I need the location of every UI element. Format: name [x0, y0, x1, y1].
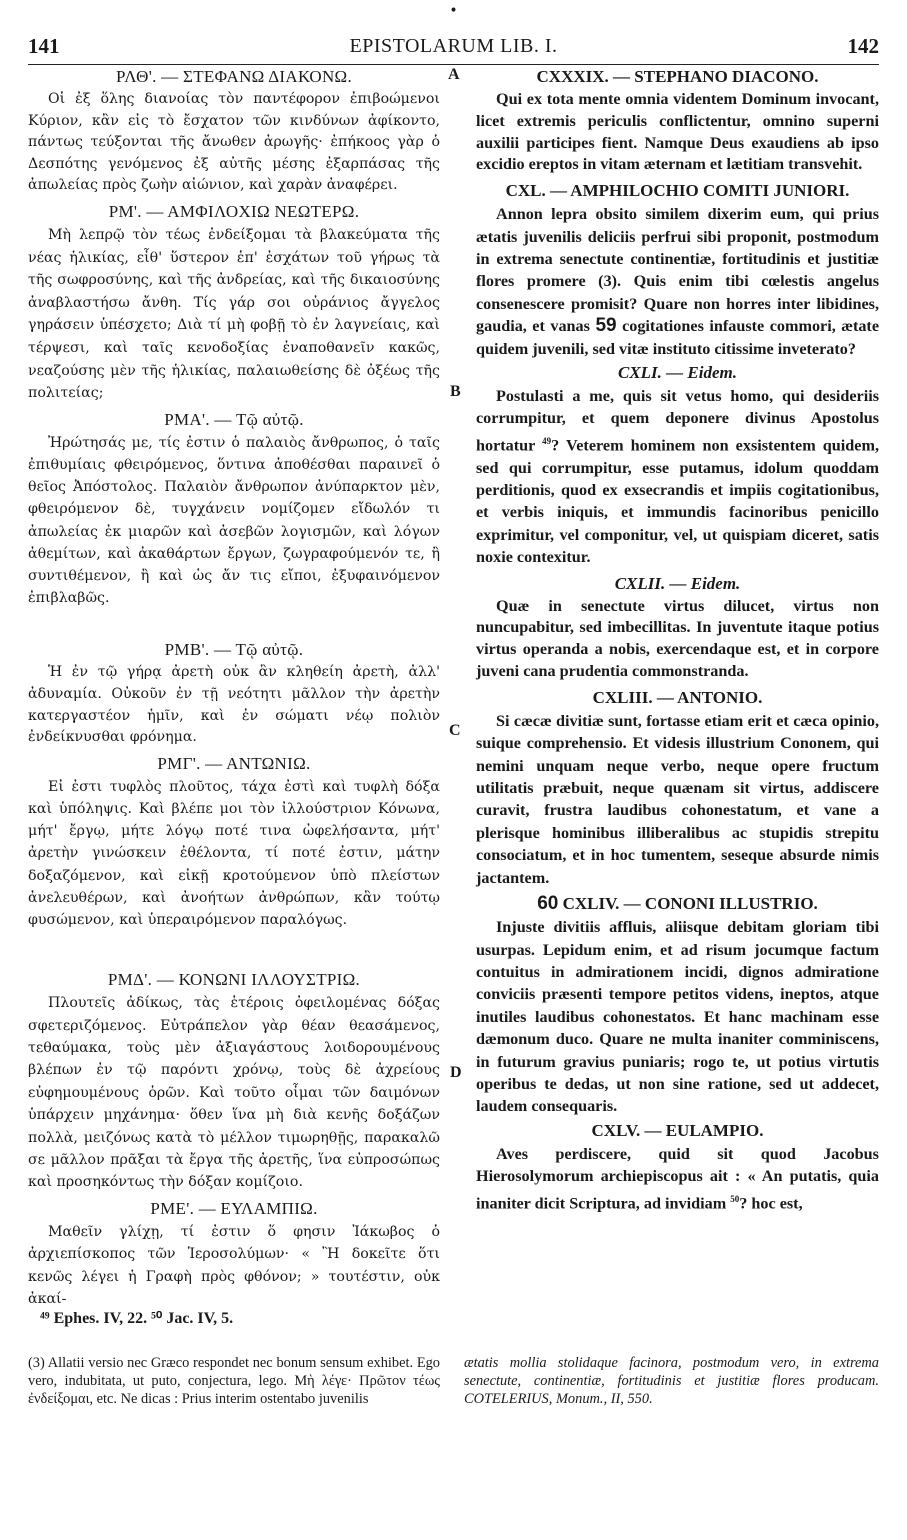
- greek-letter-heading: ΡΛΘ'. — ΣΤΕΦΑΝΩ ΔΙΑΚΟΝΩ.: [115, 67, 353, 86]
- footnote-references: ⁴⁹ Ephes. IV, 22. ⁵⁰ Jac. IV, 5.: [40, 1310, 234, 1327]
- latin-text-part: ? Veterem hominem non exsistentem quidem, sed qui corrumpitur, esse putamus, idolum quoddam perditionis, quod ex exsecrandis et impiis cogitationibus, et verbis iniquis, et immundis facinoribus penicillo exprimitur, vel componitur, vel, ut quispiam diceret, satis noxie contexitur.: [476, 436, 879, 567]
- greek-letter-text: Μὴ λεπρῷ τὸν τέως ἐνδείξομαι τὰ βλακεύματα τῆς νέας ἡλικίας, εἶθ' ὕστερον ἐπ' ἐσχάτων τοῦ γήρως τὰ τῆς σωφροσύνης, καὶ τῆς ἀνδρείας, καὶ τῆς δικαιοσύνης ἀναβλαστήσω ἄνθη. Τίς γάρ σοι οὐράνιος ἄγγελος γηράσειν ὑπέσχετο; Διὰ τί μὴ φοβῇ τὸ ἐν λαγνείαις, καὶ τέρψεσι, καὶ ταῖς κενοδοξίας ἐναποθανεῖν κακῶς, νεαζούσης μὲν τῆς ἡλικίας, παλαιωθείσης δὲ ὀξέως τῆς πολιτείας;: [28, 226, 440, 402]
- latin-text-part: Annon lepra obsito similem dixerim eum, qui prius ætatis juvenilis deliciis perfrui sibi proponit, postmodum in extrema senectute continentiæ, fortitudinis et justitiæ flores promere (3). Quis enim tibi cœlestis angelus consenescere promisit? Quare non horres inter libidines, gaudia, et vanas: [476, 205, 879, 336]
- latin-letter-text: Injuste divitiis affluis, aliisque debitam gloriam tibi usurpas. Lepidum enim, et ad risum jocumque factum contuitus in admirationem incidi, dignos admiratione conviciis præsenti tempore petitos videns, ineptos, atque inutiles laudibus cohonestatos. Et hanc machinam esse dæmonum duco. Quare ne multa inaniter comminiscens, in futurum gravius puniaris; rogo te, ut potius virtutis operibus te dedas, ut non sine ratione, sed ut addecet, laudem consequaris.: [476, 918, 879, 1116]
- latin-letter-heading: CXL. — AMPHILOCHIO COMITI JUNIORI.: [505, 181, 850, 201]
- latin-letter-heading: CXLV. — EULAMPIO.: [591, 1120, 764, 1140]
- column-number: 59: [595, 315, 617, 337]
- greek-letter-text: Ἡ ἐν τῷ γήρᾳ ἀρετὴ οὐκ ἂν κληθείη ἀρετὴ, ἀλλ' ἀδυναμία. Οὐκοῦν ἐν τῇ νεότητι μᾶλλον τὴν ἀρετὴν κατεργαστέον ἡμῖν, καὶ ἐν σώματι νέῳ πολιὸν ἐνδείκνυσθαι φρόνημα.: [28, 664, 440, 746]
- column-marker-b: B: [450, 383, 461, 400]
- latin-letter-heading: CXLII. — Eidem.: [614, 573, 741, 593]
- latin-letter-text: Qui ex tota mente omnia videntem Dominum invocant, licet extremis periculis conflictentur, omnino superni auxilii participes fient. Namque Deus exaudiens ab ipso excidio ereptos in vitam æternam et lætitiam transvehit.: [476, 90, 879, 174]
- latin-letter-heading: [476, 891, 879, 916]
- greek-letter-text: Πλουτεῖς ἀδίκως, τὰς ἑτέροις ὀφειλομένας δόξας σφετεριζόμενος. Εὐτράπελον γὰρ θέαν θεασάμενος, τεθαύμακα, τοὺς μὲν ἀξιαγάστους λοιδορουμένους βλέπων ἐν τῷ παρόντι χρόνῳ, τοὺς δὲ ἀχρείους εὐφημουμένους ὁρῶν. Καὶ τοῦτο οἶμαι τῶν δαιμόνων ὑπάρχειν μηχάνημα· ὅθεν ἵνα μὴ διὰ κενῆς δοξάζων πολλὰ, μειζόνως κατὰ τὸ μέλλον τιμωρηθῇς, παρακαλῶ σε μᾶλλον πρᾶξαι τὰ ἔργα τῆς ἀρετῆς, ἵνα εὐπροσώπως καὶ προσηκόντως τὴν δόξαν κομίζοιο.: [28, 995, 440, 1191]
- greek-letter-text: Μαθεῖν γλίχῃ, τί ἐστιν ὅ φησιν Ἰάκωβος ὁ ἀρχιεπίσκοπος τῶν Ἱεροσολύμων· « Ἢ δοκεῖτε ὅτι κενῶς λέγει ἡ Γραφὴ πρὸς φθόνον; » τουτέστιν, οὐκ ἀκαί-: [28, 1223, 440, 1308]
- footnote-ref: 49: [542, 435, 552, 446]
- column-marker-c: C: [449, 722, 461, 739]
- latin-letter-heading: CXLI. — Eidem.: [617, 363, 737, 383]
- latin-letter-text: Quæ in senectute virtus dilucet, virtus non nuncupabitur, sed imbecillitas. In juventute itaque potius virtus operanda a nobis, exercendaque est, et in corpore juveni cana prudentia commonstranda.: [476, 596, 879, 681]
- latin-letter-text: Si cæcæ divitiæ sunt, fortasse etiam erit et cæca opinio, suique comprehensio. Et videsis illustrium Cononem, qui nemini unquam neque verbo, neque opere fructum utilitatis præbuit, neque quænam sit virtus, addiscere curavit, frustra laudibus cohonestatum, et vane a plerisque hominibus illiberalibus ac stupidis strepitu consociatum, et in hoc tumentem, seseque absurde nimis jactantem.: [476, 711, 879, 887]
- latin-letter-text: [476, 203, 879, 360]
- greek-letter-heading: ΡΜΔ'. — ΚΟΝΩΝΙ ΙΛΛΟΥΣΤΡΙΩ.: [107, 970, 361, 990]
- page-number-right: 142: [847, 34, 879, 58]
- page-number-left: 141: [28, 34, 60, 58]
- editorial-note-right: ætatis mollia stolidaque facinora, postmodum vero, in extrema senectute, continentiæ, fortitudinis et justitiæ flores producam. COTELERIUS, Monum., II, 550.: [464, 1355, 879, 1407]
- greek-column: [28, 64, 440, 1310]
- column-marker-a: A: [448, 66, 460, 83]
- latin-letter-heading: CXLIII. — ANTONIO.: [592, 687, 763, 707]
- footnote-ref: 50: [730, 1193, 740, 1204]
- editorial-note-left: (3) Allatii versio nec Græco respondet nec bonum sensum exhibet. Ego vero, indubitata, ut puto, conjectura, lego. Μὴ λέγε· Πρῶτον τέως ἐνδείξομαι, etc. Ne dicas : Prius interim ostentabo juvenilis: [28, 1355, 440, 1407]
- latin-text-part: ? hoc est,: [739, 1193, 803, 1212]
- greek-letter-heading: ΡΜΕ'. — ΕΥΛΑΜΠΙΩ.: [150, 1198, 318, 1218]
- greek-letter-text: Οἱ ἐξ ὅλης διανοίας τὸν παντέφορον ἐπιβοώμενοι Κύριον, κἂν εἰς τὸ ἔσχατον τῶν κινδύνων ἀφίκοντο, πάντως τεύξονται τῆς ἄνωθεν ἀρωγῆς· ἐπήκοος γὰρ ὁ Δεσπότης γενόμενος ἐξ αὐτῆς μέσης ἐξαρπάσας τῆς ἀπωλείας πρὸς ζωὴν αἰώνιον, καὶ χαρὰν ἀναφέρει.: [28, 91, 440, 194]
- running-header: [28, 32, 879, 65]
- latin-letter-heading: CXXXIX. — STEPHANO DIACONO.: [536, 67, 819, 86]
- latin-text-part: cogitationes infauste commori, ætate quidem juvenili, sed vitæ instituto citissime inveterato?: [476, 317, 880, 358]
- running-title: EPISTOLARUM LIB. I.: [349, 35, 558, 57]
- latin-text-part: Aves perdiscere, quid sit quod Jacobus Hierosolymorum archiepiscopus ait : « An putatis, quia inaniter dicit Scriptura, ad invidiam: [476, 1144, 879, 1212]
- greek-letter-heading: ΡΜ'. — ΑΜΦΙΛΟΧΙΩ ΝΕΩΤΕΡΩ.: [108, 201, 360, 221]
- latin-column: [476, 64, 879, 1214]
- latin-letter-text: [476, 385, 879, 569]
- column-marker-d: D: [450, 1064, 462, 1081]
- latin-heading-text: CXLIV. — CONONI ILLUSTRIO.: [562, 894, 818, 914]
- latin-text-part: Postulasti a me, quis sit vetus homo, qui desideriis corrumpitur, et quem deponere divinus Apostolus hortatur: [476, 387, 879, 455]
- greek-letter-text: Εἰ ἐστι τυφλὸς πλοῦτος, τάχα ἐστὶ καὶ τυφλὴ δόξα καὶ ὑπόληψις. Καὶ βλέπε μοι τὸν ἰλλούστριον Κόνωνα, μήτ' ἔργῳ, μήτε λόγῳ ποτέ τινα ὠφελήσαντα, μήτ' ἀρετὴν γινώσκειν ἐθέλοντα, τί ποτέ ἐστιν, μάτην δοξαζόμενον, καὶ εἰκῇ κροτούμενον ὑπὸ πλείστων ἀνελευθέρων, καὶ ἀνοήτων ἀνθρώπων, κἂν τούτῳ φυσώμενον, καὶ ὑπεραιρόμενον παραλόγως.: [28, 778, 440, 928]
- greek-letter-text: Ἠρώτησάς με, τίς ἐστιν ὁ παλαιὸς ἄνθρωπος, ὁ ταῖς ἐπιθυμίαις φθειρόμενος, ὅντινα ἀποθέσθαι παραινεῖ ὁ θεῖος Ἀπόστολος. Παλαιὸν ἄνθρωπον ἀνύπαρκτον μὲν, φθειρόμενον δὲ, τυγχάνειν νομίζομεν εἴδωλόν τι ἀπωλείας ἐκ μιαρῶν καὶ ἀσεβῶν λογισμῶν, καὶ λόγων ἀθεμίτων, καὶ ἀκαθάρτων ἔργων, ζωγραφούμενόν τε, ἢ συντιθέμενον, ἢ καὶ ὡς ἄν τις εἴποι, ἐξυφαινόμενον ἐπιβλαβῶς.: [28, 434, 440, 607]
- greek-letter-heading: ΡΜΑ'. — Τῷ αὐτῷ.: [164, 409, 304, 429]
- latin-letter-text: [476, 1143, 879, 1215]
- column-number: 60: [537, 893, 559, 915]
- top-mark: •: [449, 3, 458, 19]
- greek-letter-heading: ΡΜΒ'. — Τῷ αὐτῷ.: [164, 640, 304, 660]
- greek-letter-heading: ΡΜΓ'. — ΑΝΤΩΝΙΩ.: [157, 753, 311, 773]
